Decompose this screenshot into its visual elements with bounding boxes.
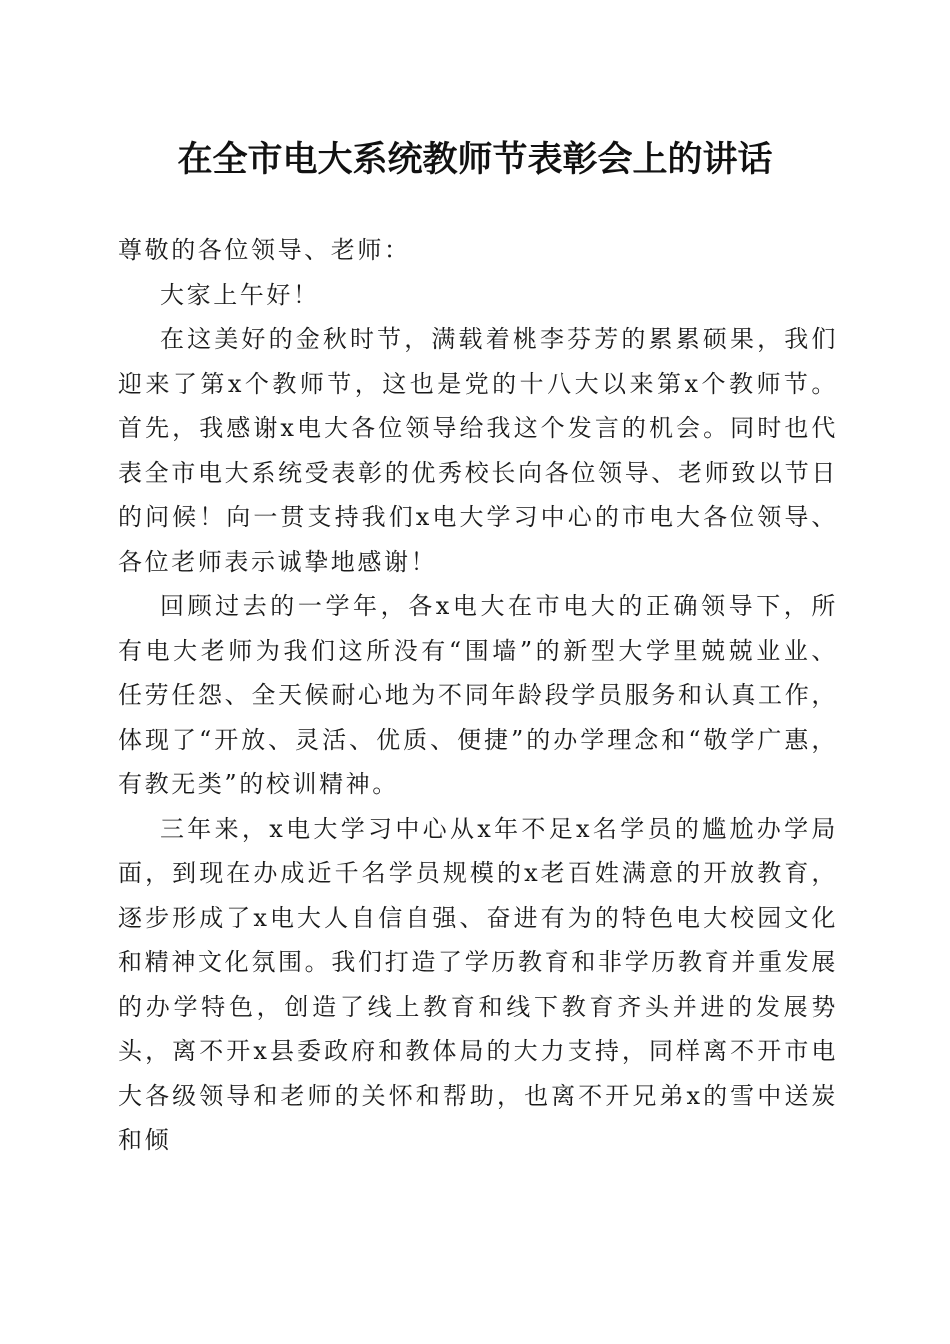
document-body <box>118 228 838 1163</box>
paragraph-greeting: 大家上午好！ <box>160 280 320 309</box>
document-title: 在全市电大系统教师节表彰会上的讲话 <box>177 139 773 180</box>
paragraph-opening: 在这美好的金秋时节，满载着桃李芬芳的累累硕果，我们迎来了第x个教师节，这也是党的十八大以来第x个教师节。首先，我感谢x电大各位领导给我这个发言的机会。同时也代表全市电大系统受表彰的优秀校长向各位领导、老师致以节日的问候！向一贯支持我们x电大学习中心的市电大各位领导、各位老师表示诚挚地感谢！ <box>118 325 838 576</box>
paragraph-review: 回顾过去的一学年，各x电大在市电大的正确领导下，所有电大老师为我们这所没有“围墙”的新型大学里兢兢业业、任劳任怨、全天候耐心地为不同年龄段学员服务和认真工作，体现了“开放、灵活、优质、便捷”的办学理念和“敬学广惠，有教无类”的校训精神。 <box>118 592 838 798</box>
salutation: 尊敬的各位领导、老师： <box>118 236 411 264</box>
paragraph-achievements: 三年来，x电大学习中心从x年不足x名学员的尴尬办学局面，到现在办成近千名学员规模的x老百姓满意的开放教育，逐步形成了x电大人自信自强、奋进有为的特色电大校园文化和精神文化氛围。我们打造了学历教育和非学历教育并重发展的办学特色，创造了线上教育和线下教育齐头并进的发展势头，离不开x县委政府和教体局的大力支持，同样离不开市电大各级领导和老师的关怀和帮助，也离不开兄弟x的雪中送炭和倾 <box>118 814 838 1154</box>
